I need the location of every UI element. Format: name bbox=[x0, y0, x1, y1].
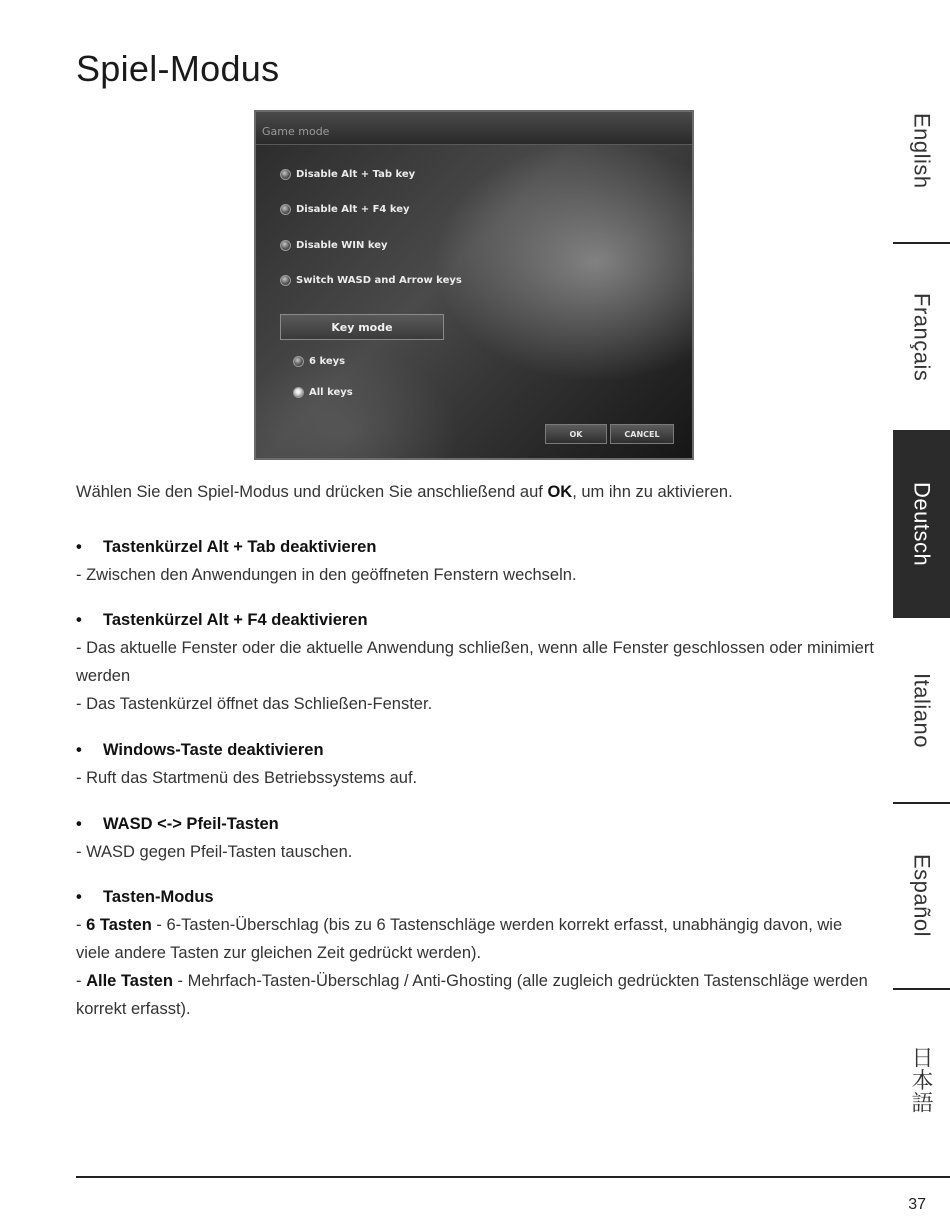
section-heading bbox=[76, 533, 376, 561]
key-mode-button[interactable]: Key mode bbox=[280, 314, 444, 340]
intro-bold: OK bbox=[547, 483, 573, 501]
cancel-button[interactable]: CANCEL bbox=[610, 424, 674, 444]
section-text: - Ruft das Startmenü des Betriebssystems auf. bbox=[76, 769, 418, 787]
option-label: Disable WIN key bbox=[296, 240, 388, 251]
item-bold: Alle Tasten bbox=[86, 972, 173, 990]
bullet: • bbox=[76, 611, 82, 629]
six-keys-option[interactable] bbox=[293, 356, 345, 367]
option-label: Disable Alt + F4 key bbox=[296, 204, 410, 215]
tab-label: Français bbox=[909, 292, 935, 382]
intro-paragraph bbox=[76, 478, 876, 506]
disable-win-key-option[interactable] bbox=[280, 240, 388, 251]
item-prefix: - bbox=[76, 972, 87, 990]
option-label: All keys bbox=[309, 387, 353, 398]
page-number: 37 bbox=[908, 1196, 926, 1213]
radio-button-selected[interactable] bbox=[293, 387, 304, 398]
section-heading bbox=[76, 736, 324, 764]
item-prefix: - bbox=[76, 916, 87, 934]
section-text: - WASD gegen Pfeil-Tasten tauschen. bbox=[76, 843, 353, 861]
section-heading bbox=[76, 606, 368, 634]
tab-label: Deutsch bbox=[909, 481, 935, 567]
disable-alt-f4-option[interactable] bbox=[280, 204, 410, 215]
heading-text: Tastenkürzel Alt + Tab deaktivieren bbox=[103, 538, 377, 556]
switch-wasd-arrow-option[interactable] bbox=[280, 275, 462, 286]
bullet: • bbox=[76, 741, 82, 759]
heading-text: Windows-Taste deaktivieren bbox=[103, 741, 324, 759]
intro-text: Wählen Sie den Spiel-Modus und drücken Sie anschließend auf bbox=[76, 483, 548, 501]
option-label: Disable Alt + Tab key bbox=[296, 169, 416, 180]
section-heading bbox=[76, 810, 279, 838]
tab-francais[interactable] bbox=[893, 244, 950, 430]
option-label: 6 keys bbox=[309, 356, 346, 367]
item-bold: 6 Tasten bbox=[86, 916, 152, 934]
tab-english[interactable] bbox=[893, 60, 950, 242]
tab-japanese[interactable] bbox=[893, 990, 950, 1170]
radio-button[interactable] bbox=[293, 356, 304, 367]
all-keys-option[interactable] bbox=[293, 387, 353, 398]
tab-label: 日本語 bbox=[909, 1046, 934, 1114]
page-title: Spiel-Modus bbox=[76, 48, 280, 89]
tab-espanol[interactable] bbox=[893, 804, 950, 988]
bullet: • bbox=[76, 538, 82, 556]
section-heading bbox=[76, 883, 214, 911]
disable-alt-tab-option[interactable] bbox=[280, 169, 415, 180]
intro-text-end: , um ihn zu aktivieren. bbox=[572, 483, 733, 501]
item-text: - Mehrfach-Tasten-Überschlag / Anti-Ghosting (alle zugleich gedrückten Tastenschläge werden korrekt erfasst). bbox=[76, 972, 868, 1018]
heading-text: Tasten-Modus bbox=[103, 888, 214, 906]
bullet: • bbox=[76, 888, 82, 906]
radio-button[interactable] bbox=[280, 169, 291, 180]
dialog-title: Game mode bbox=[262, 125, 330, 138]
section-text bbox=[76, 911, 876, 967]
radio-button[interactable] bbox=[280, 275, 291, 286]
section-text: - Das aktuelle Fenster oder die aktuelle Anwendung schließen, wenn alle Fenster geschlossen oder minimiert werden bbox=[76, 639, 874, 685]
tab-label: Español bbox=[909, 854, 935, 938]
tab-label: English bbox=[909, 113, 935, 189]
radio-button[interactable] bbox=[280, 204, 291, 215]
heading-text: Tastenkürzel Alt + F4 deaktivieren bbox=[103, 611, 368, 629]
game-mode-dialog bbox=[254, 110, 694, 460]
dialog-titlebar bbox=[256, 112, 692, 145]
heading-text: WASD <-> Pfeil-Tasten bbox=[103, 815, 279, 833]
item-text: - 6-Tasten-Überschlag (bis zu 6 Tastenschläge werden korrekt erfasst, unabhängig davon, wie viele andere Tasten zur gleichen Zeit gedrückt werden). bbox=[76, 916, 843, 962]
option-label: Switch WASD and Arrow keys bbox=[296, 275, 462, 286]
ok-button[interactable]: OK bbox=[545, 424, 607, 444]
tab-deutsch[interactable] bbox=[893, 430, 950, 618]
radio-button[interactable] bbox=[280, 240, 291, 251]
footer-rule bbox=[76, 1176, 950, 1178]
tab-italiano[interactable] bbox=[893, 618, 950, 802]
section-text: - Das Tastenkürzel öffnet das Schließen-Fenster. bbox=[76, 695, 433, 713]
tab-label: Italiano bbox=[909, 672, 935, 748]
bullet: • bbox=[76, 815, 82, 833]
section-text: - Zwischen den Anwendungen in den geöffneten Fenstern wechseln. bbox=[76, 566, 577, 584]
section-text bbox=[76, 967, 876, 1023]
